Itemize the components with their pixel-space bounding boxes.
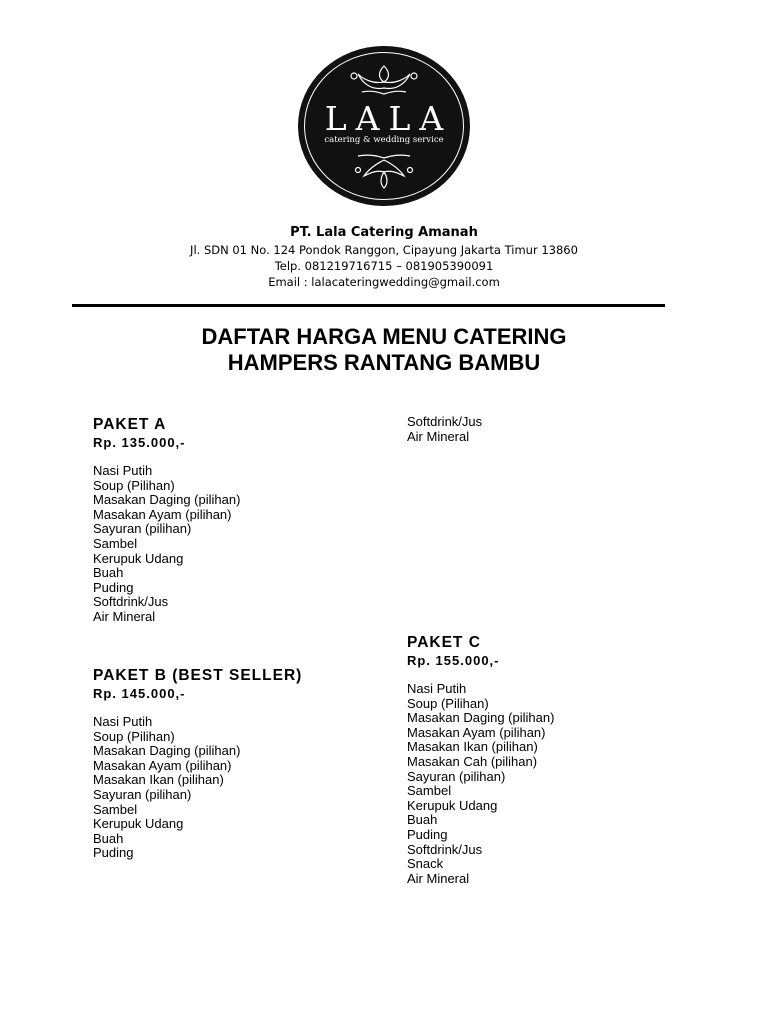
list-item: Softdrink/Jus <box>93 594 169 610</box>
list-item: Buah <box>93 830 124 846</box>
list-item: Nasi Putih <box>93 463 153 478</box>
package-b-name: PAKET B (BEST SELLER) <box>93 667 303 684</box>
package-a-price: Rp. 135.000,- <box>93 435 186 450</box>
header-divider <box>72 304 665 307</box>
list-item: Softdrink/Jus <box>407 414 483 429</box>
list-item: Air Mineral <box>93 608 156 624</box>
list-item: Masakan Daging (pilihan) <box>407 710 555 726</box>
lala-logo <box>298 46 470 206</box>
list-item: Puding <box>93 579 134 595</box>
list-item: Sayuran (pilihan) <box>93 521 192 537</box>
logo-tagline: catering & wedding service <box>324 135 444 145</box>
list-item: Soup (Pilihan) <box>93 728 175 744</box>
list-item: Masakan Daging (pilihan) <box>93 492 241 508</box>
list-item: Softdrink/Jus <box>407 841 483 857</box>
company-header <box>0 224 768 290</box>
package-b-items <box>93 715 302 861</box>
logo-name: LALA <box>324 99 453 138</box>
company-phone: Telp. 081219716715 – 081905390091 <box>274 259 494 273</box>
list-item: Soup (Pilihan) <box>93 477 175 493</box>
list-item: Sambel <box>93 535 138 551</box>
package-b-price: Rp. 145.000,- <box>93 686 186 701</box>
list-item: Puding <box>407 826 448 842</box>
list-item: Buah <box>407 812 438 828</box>
list-item: Kerupuk Udang <box>407 797 498 813</box>
list-item: Buah <box>93 565 124 581</box>
title-line-1: DAFTAR HARGA MENU CATERING <box>201 324 567 349</box>
list-item: Sambel <box>407 783 452 799</box>
list-item: Air Mineral <box>407 870 470 886</box>
list-item: Kerupuk Udang <box>93 816 184 832</box>
package-c <box>407 634 554 886</box>
list-item: Nasi Putih <box>93 714 153 729</box>
list-item: Puding <box>93 845 134 861</box>
list-item: Sayuran (pilihan) <box>407 768 506 784</box>
list-item: Masakan Daging (pilihan) <box>93 743 241 759</box>
package-b-continued-items <box>407 415 482 444</box>
list-item: Sayuran (pilihan) <box>93 786 192 802</box>
list-item: Masakan Ikan (pilihan) <box>407 739 538 755</box>
package-a <box>93 416 240 625</box>
package-a-name: PAKET A <box>93 416 167 433</box>
package-b <box>93 667 302 861</box>
package-c-items <box>407 682 554 886</box>
list-item: Masakan Ayam (pilihan) <box>93 506 232 522</box>
list-item: Masakan Ayam (pilihan) <box>93 757 232 773</box>
list-item: Kerupuk Udang <box>93 550 184 566</box>
list-item: Sambel <box>93 801 138 817</box>
list-item: Masakan Ikan (pilihan) <box>93 772 224 788</box>
list-item: Masakan Cah (pilihan) <box>407 753 538 769</box>
package-c-price: Rp. 155.000,- <box>407 653 500 668</box>
list-item: Masakan Ayam (pilihan) <box>407 724 546 740</box>
package-c-name: PAKET C <box>407 634 481 651</box>
company-email: Email : lalacateringwedding@gmail.com <box>268 275 500 289</box>
list-item: Snack <box>407 856 444 872</box>
company-name: PT. Lala Catering Amanah <box>290 225 478 240</box>
company-address: Jl. SDN 01 No. 124 Pondok Ranggon, Cipayung Jakarta Timur 13860 <box>190 243 578 257</box>
list-item: Air Mineral <box>407 428 470 444</box>
package-a-items <box>93 464 240 625</box>
list-item: Soup (Pilihan) <box>407 695 489 711</box>
list-item: Nasi Putih <box>407 681 467 696</box>
title-line-2: HAMPERS RANTANG BAMBU <box>227 350 541 375</box>
document-title <box>0 324 768 376</box>
